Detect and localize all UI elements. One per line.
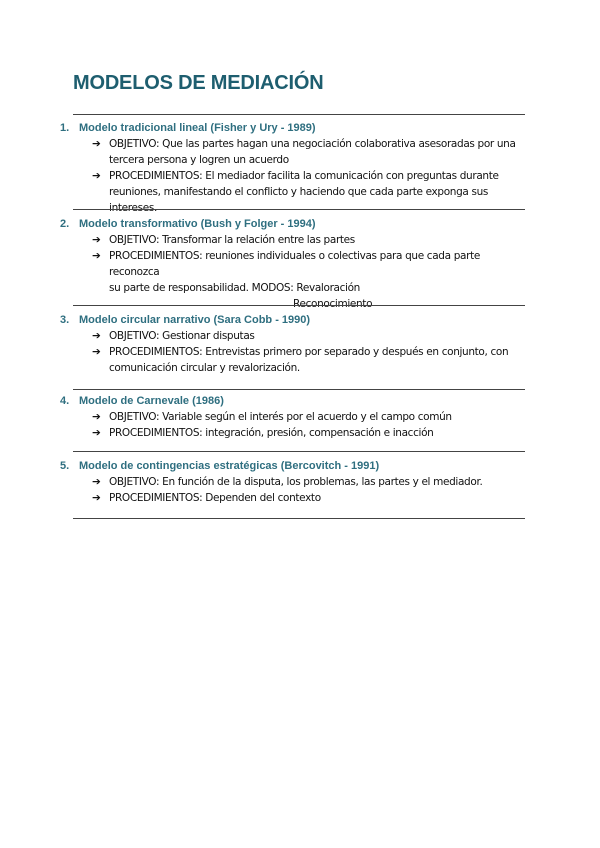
list-item-objetivo <box>60 474 530 490</box>
section-3 <box>60 312 530 376</box>
section-heading <box>60 312 530 328</box>
section-title: Modelo transformativo (Bush y Folger - 1994) <box>79 218 316 230</box>
arrow-right-icon: ➔ <box>92 234 101 246</box>
arrow-right-icon: ➔ <box>92 492 101 504</box>
item-line: OBJETIVO: Gestionar disputas <box>109 330 255 342</box>
list-item-objetivo <box>60 328 530 344</box>
title-divider <box>73 114 525 115</box>
item-line: PROCEDIMIENTOS: Dependen del contexto <box>109 492 321 504</box>
item-line: Reconocimiento <box>293 298 373 310</box>
section-heading <box>60 120 530 136</box>
arrow-right-icon: ➔ <box>92 476 101 488</box>
arrow-right-icon: ➔ <box>92 346 101 358</box>
list-item-procedimientos <box>60 425 530 441</box>
item-line: comunicación circular y revalorización. <box>109 362 300 374</box>
section-4 <box>60 393 530 441</box>
section-title: Modelo circular narrativo (Sara Cobb - 1990) <box>79 314 311 326</box>
arrow-right-icon: ➔ <box>92 427 101 439</box>
item-line: PROCEDIMIENTOS: El mediador facilita la comunicación con preguntas durante <box>109 170 499 182</box>
section-number: 2. <box>60 218 70 230</box>
section-title: Modelo de Carnevale (1986) <box>79 395 224 407</box>
section-divider <box>73 305 525 306</box>
item-line: PROCEDIMIENTOS: reuniones individuales o colectivas para que cada parte reconozca <box>109 250 480 278</box>
section-number: 1. <box>60 122 70 134</box>
item-line: tercera persona y logren un acuerdo <box>109 154 289 166</box>
list-item-procedimientos <box>60 490 530 506</box>
list-item-objetivo <box>60 409 530 425</box>
section-1 <box>60 120 530 216</box>
section-heading <box>60 393 530 409</box>
section-2 <box>60 216 530 312</box>
section-heading <box>60 216 530 232</box>
arrow-right-icon: ➔ <box>92 411 101 423</box>
arrow-right-icon: ➔ <box>92 170 101 182</box>
section-divider <box>73 518 525 519</box>
list-item-procedimientos <box>60 344 530 376</box>
item-line: OBJETIVO: Variable según el interés por el acuerdo y el campo común <box>109 411 452 423</box>
item-line: PROCEDIMIENTOS: integración, presión, compensación e inacción <box>109 427 434 439</box>
item-line: OBJETIVO: Que las partes hagan una negociación colaborativa asesoradas por una <box>109 138 516 150</box>
item-line: PROCEDIMIENTOS: Entrevistas primero por separado y después en conjunto, con <box>109 346 509 358</box>
arrow-right-icon: ➔ <box>92 138 101 150</box>
item-line: reuniones, manifestando el conflicto y haciendo que cada parte exponga sus intereses. <box>109 186 489 214</box>
arrow-right-icon: ➔ <box>92 250 101 262</box>
section-number: 3. <box>60 314 70 326</box>
section-title: Modelo tradicional lineal (Fisher y Ury - 1989) <box>79 122 316 134</box>
section-divider <box>73 209 525 210</box>
list-item-objetivo <box>60 232 530 248</box>
page-title: MODELOS DE MEDIACIÓN <box>73 72 324 94</box>
item-line: OBJETIVO: En función de la disputa, los problemas, las partes y el mediador. <box>109 476 483 488</box>
section-title: Modelo de contingencias estratégicas (Bercovitch - 1991) <box>79 460 380 472</box>
item-line: OBJETIVO: Transformar la relación entre las partes <box>109 234 355 246</box>
list-item-procedimientos <box>60 248 530 312</box>
section-divider <box>73 451 525 452</box>
section-heading <box>60 458 530 474</box>
section-number: 4. <box>60 395 70 407</box>
section-number: 5. <box>60 460 70 472</box>
section-5 <box>60 458 530 506</box>
arrow-right-icon: ➔ <box>92 330 101 342</box>
list-item-objetivo <box>60 136 530 168</box>
section-divider <box>73 389 525 390</box>
item-line: su parte de responsabilidad. MODOS: Revaloración <box>109 282 360 294</box>
